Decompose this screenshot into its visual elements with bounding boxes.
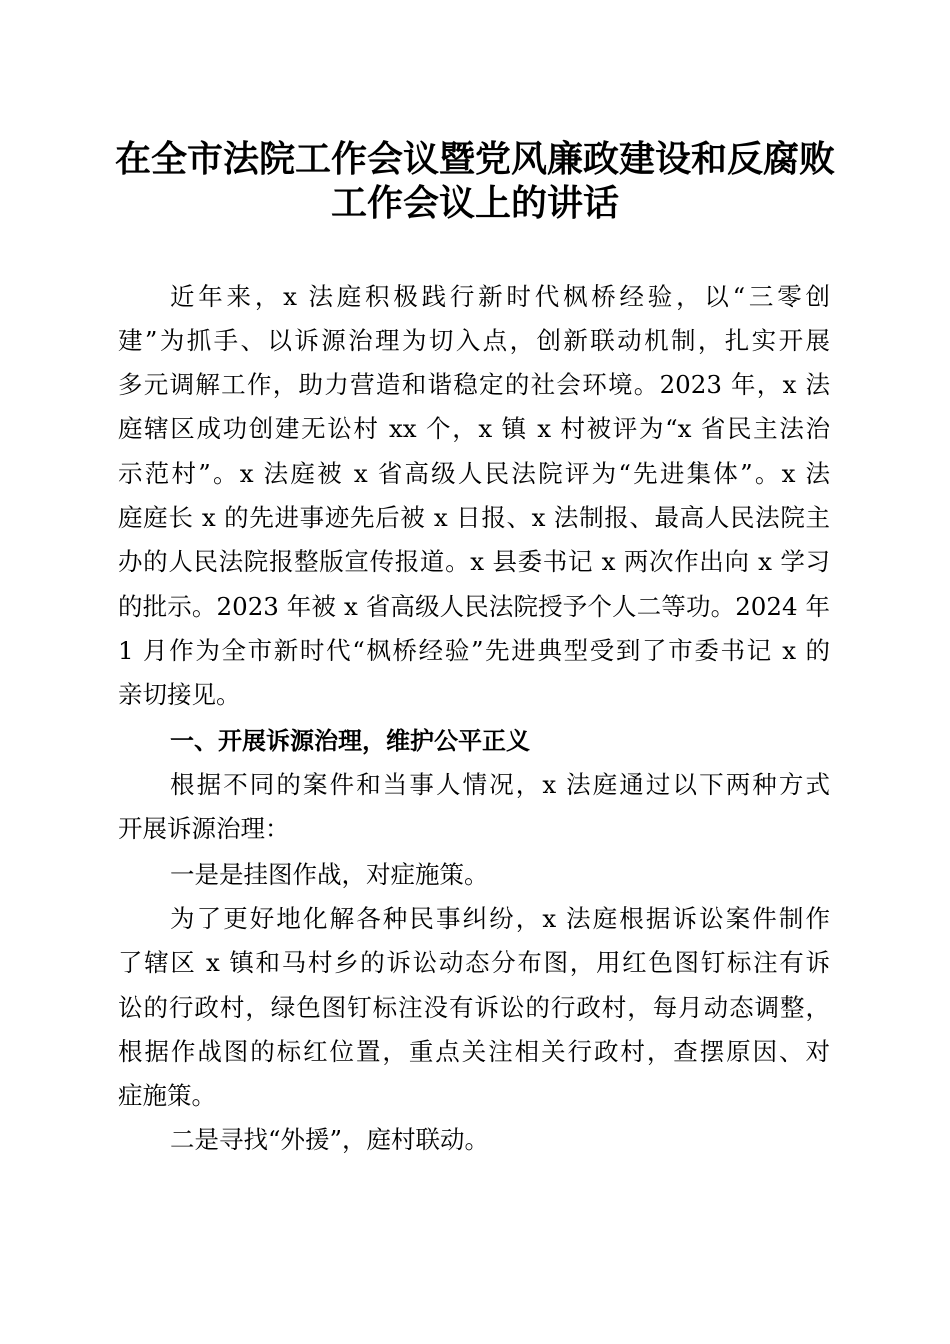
paragraph-line: 庭辖区成功创建无讼村 xx 个，x 镇 x 村被评为“x 省民主法治: [118, 414, 830, 443]
paragraph-line: 办的人民法院报整版宣传报道。x 县委书记 x 两次作出向 x 学习: [118, 547, 830, 576]
paragraph-line: 示范村”。x 法庭被 x 省高级人民法院评为“先进集体”。x 法: [118, 459, 830, 488]
paragraph-line: 1 月作为全市新时代“枫桥经验”先进典型受到了市委书记 x 的: [118, 636, 830, 665]
paragraph-line: 根据作战图的标红位置，重点关注相关行政村，查摆原因、对: [118, 1037, 830, 1066]
point-line: 一是是挂图作战，对症施策。: [170, 860, 489, 889]
paragraph-line: 多元调解工作，助力营造和谐稳定的社会环境。2023 年，x 法: [118, 370, 830, 399]
paragraph-line: 建”为抓手、以诉源治理为切入点，创新联动机制，扎实开展: [118, 326, 830, 355]
paragraph-line: 的批示。2023 年被 x 省高级人民法院授予个人二等功。2024 年: [118, 592, 830, 621]
paragraph-line: 亲切接见。: [118, 680, 241, 709]
paragraph-line: 了辖区 x 镇和马村乡的诉讼动态分布图，用红色图钉标注有诉: [118, 948, 830, 977]
paragraph-line: 开展诉源治理：: [118, 814, 290, 843]
paragraph-line: 症施策。: [118, 1081, 216, 1110]
paragraph-line: 根据不同的案件和当事人情况，x 法庭通过以下两种方式: [170, 770, 830, 799]
paragraph-line: 讼的行政村，绿色图钉标注没有诉讼的行政村，每月动态调整，: [118, 993, 830, 1022]
paragraph-line: 庭庭长 x 的先进事迹先后被 x 日报、x 法制报、最高人民法院主: [118, 503, 830, 532]
paragraph-line: 近年来，x 法庭积极践行新时代枫桥经验，以“三零创: [170, 282, 830, 311]
paragraph-line: 为了更好地化解各种民事纠纷，x 法庭根据诉讼案件制作: [170, 904, 830, 933]
document-title-line-2: 工作会议上的讲话: [330, 183, 619, 224]
document-title-line-1: 在全市法院工作会议暨党风廉政建设和反腐败: [114, 139, 835, 180]
point-line: 二是寻找“外援”，庭村联动。: [170, 1125, 490, 1154]
section-heading: 一、开展诉源治理，维护公平正义: [170, 727, 530, 755]
